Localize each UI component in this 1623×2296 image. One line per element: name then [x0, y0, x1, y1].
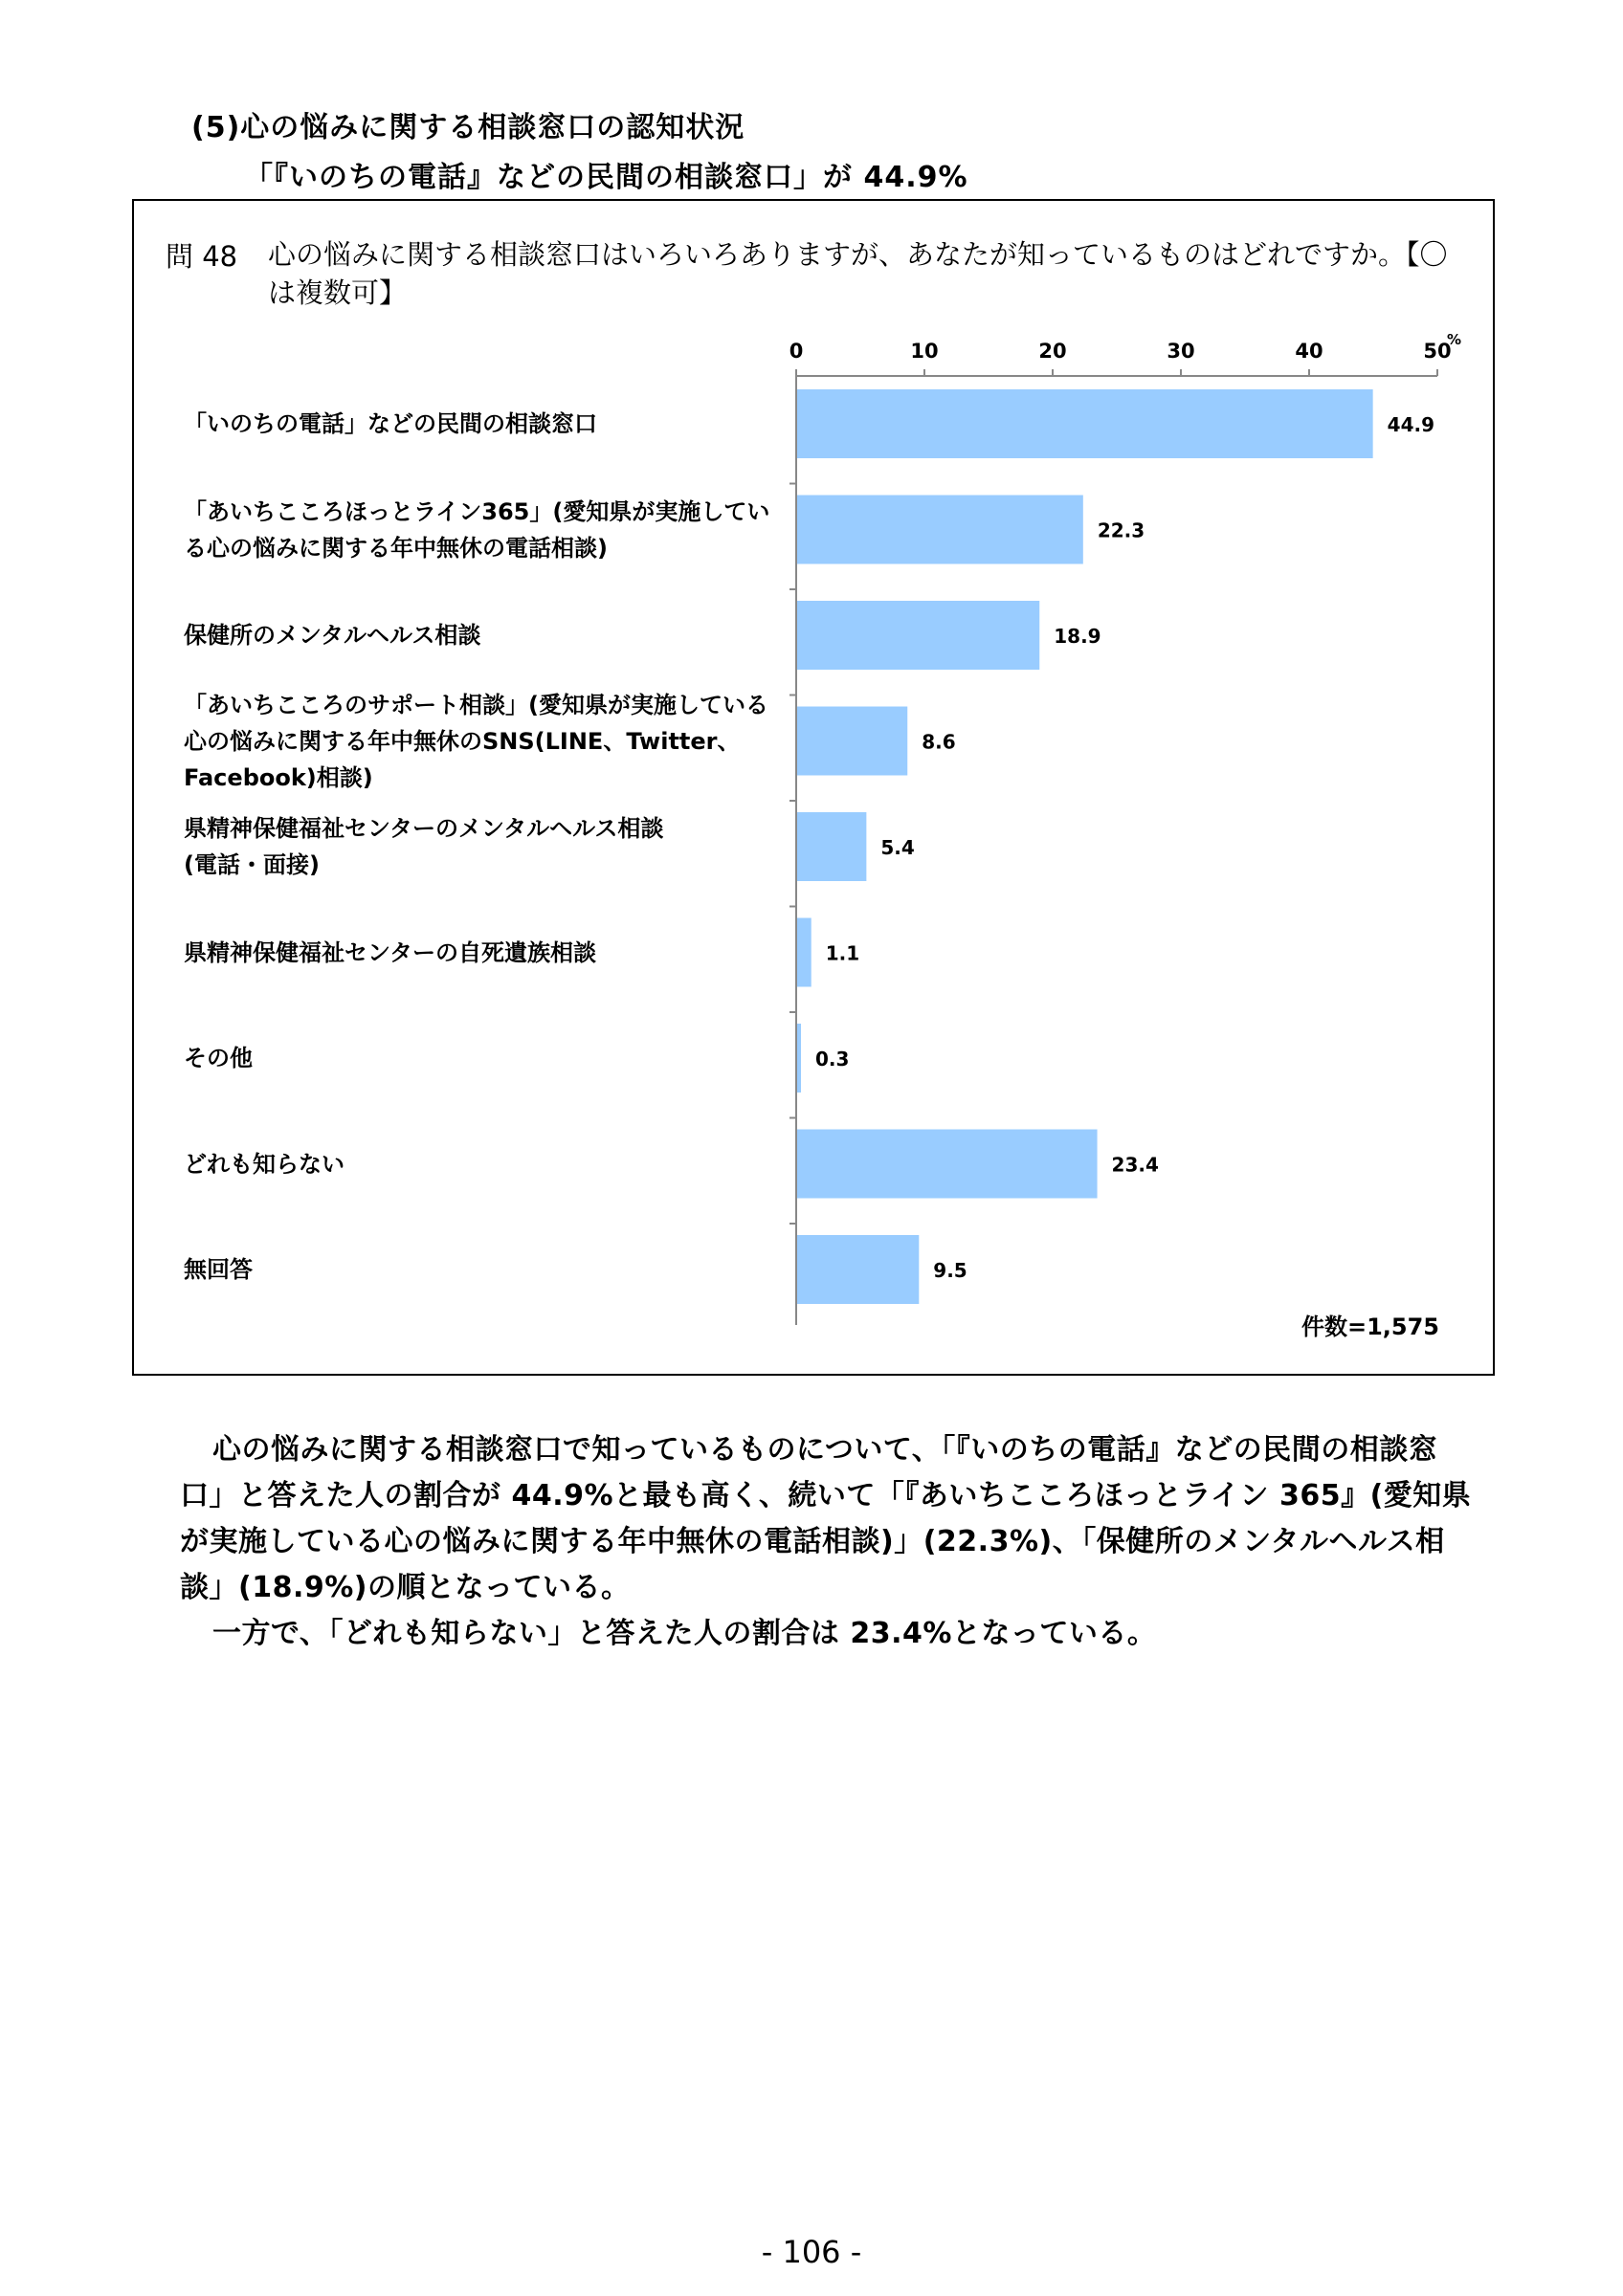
bar: [797, 1024, 801, 1093]
category-label-line: 保健所のメンタルヘルス相談: [184, 622, 481, 649]
bar: [797, 389, 1373, 458]
bar-value-label: 18.9: [1054, 625, 1101, 648]
bar: [797, 496, 1083, 564]
category-label-line: Facebook)相談): [184, 763, 373, 791]
category-label-line: 県精神保健福祉センターの自死遺族相談: [184, 938, 597, 966]
bar: [797, 812, 866, 881]
bar: [797, 918, 812, 987]
bar-value-label: 5.4: [880, 836, 915, 859]
category-label-line: 「あいちこころほっとライン365」(愛知県が実施してい: [184, 497, 770, 525]
x-axis-unit: %: [1447, 331, 1462, 348]
bar: [797, 707, 907, 776]
bar: [797, 1130, 1098, 1199]
bar-value-label: 23.4: [1111, 1153, 1159, 1177]
category-label-line: 「いのちの電話」などの民間の相談窓口: [184, 410, 597, 437]
bar-value-label: 44.9: [1387, 413, 1435, 436]
x-tick-label: 30: [1167, 340, 1195, 363]
bar-value-label: 0.3: [815, 1048, 850, 1071]
category-label-line: どれも知らない: [184, 1150, 345, 1178]
summary-paragraph-2: 一方で、「どれも知らない」と答えた人の割合は 23.4%となっている。: [212, 1617, 1157, 1650]
category-label-line: 「あいちこころのサポート相談」(愛知県が実施している: [184, 691, 768, 718]
bar-value-label: 8.6: [922, 730, 956, 754]
summary-paragraph-1: 心の悩みに関する相談窓口で知っているものについて、「『いのちの電話』などの民間の相談窓口」と答えた人の割合が 44.9%と最も高く、続いて「『あいちこころほっとライン 365』(愛知県が実施している心の悩みに関する年中無休の電話相談)」(22.3%)、「保健所のメンタルヘルス相談」(18.9%)の順となっている。: [180, 1433, 1472, 1604]
bar: [797, 1235, 919, 1304]
section-title: (5)心の悩みに関する相談窓口の認知状況: [191, 111, 745, 144]
category-label-line: 無回答: [184, 1256, 253, 1283]
summary-text: [180, 1427, 1472, 1657]
x-tick-label: 0: [789, 340, 804, 363]
question-number: 問 48: [166, 240, 238, 273]
category-label-line: 県精神保健福祉センターのメンタルヘルス相談: [184, 815, 664, 842]
response-count: 件数=1,575: [1301, 1314, 1439, 1340]
bar-value-label: 22.3: [1097, 519, 1145, 542]
x-tick-label: 20: [1038, 340, 1067, 363]
category-label-line: る心の悩みに関する年中無休の電話相談): [184, 534, 608, 562]
x-tick-label: 40: [1295, 340, 1323, 363]
bar-value-label: 9.5: [933, 1259, 967, 1282]
page-number: - 106 -: [761, 2234, 862, 2270]
x-tick-label: 50: [1423, 340, 1452, 363]
category-label-line: (電話・面接): [184, 851, 320, 878]
bar: [797, 601, 1039, 670]
question-text: 心の悩みに関する相談窓口はいろいろありますが、あなたが知っているものはどれですか。【〇は複数可】: [268, 238, 1448, 309]
section-subtitle: 「『いのちの電話』などの民間の相談窓口」が 44.9%: [244, 161, 968, 194]
category-label-line: 心の悩みに関する年中無休のSNS(LINE、Twitter、: [184, 727, 741, 755]
category-label-line: その他: [184, 1045, 253, 1071]
bar-value-label: 1.1: [825, 941, 860, 965]
x-tick-label: 10: [910, 340, 939, 363]
